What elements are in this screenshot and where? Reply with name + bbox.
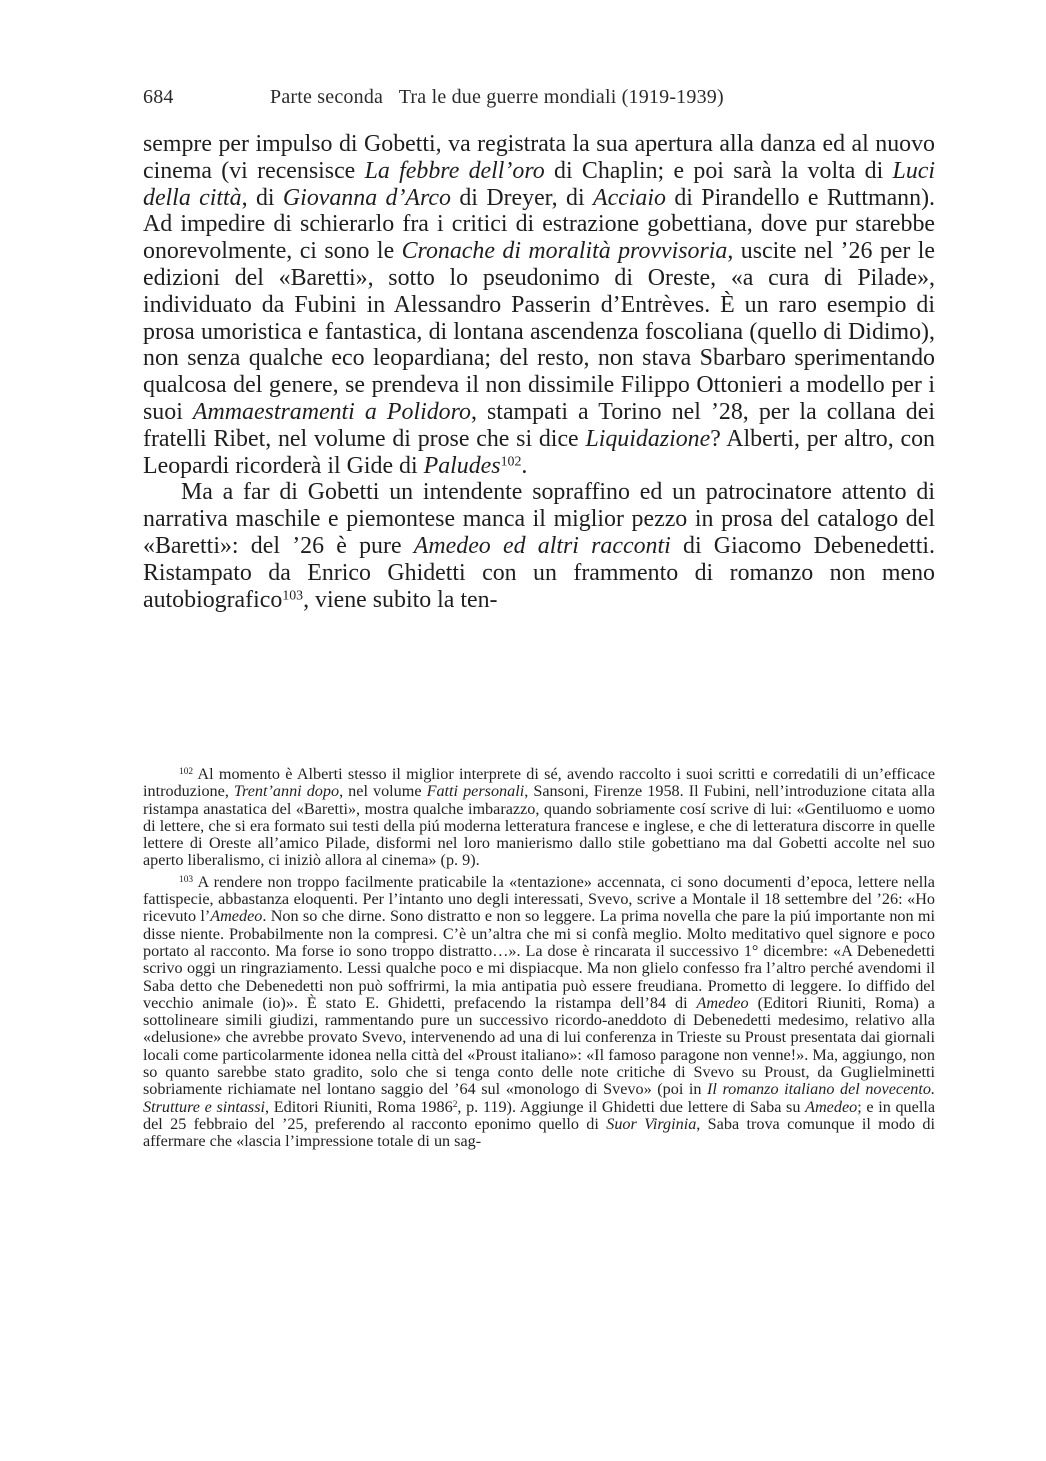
footnote-number: 102 <box>179 766 194 777</box>
paragraph-2: Ma a far di Gobetti un intendente sopraffino ed un patrocinatore attento di narrativa maschile e piemontese manca il miglior pezzo in prosa del catalogo del «Baretti»: del ’26 è pure Amedeo ed altri racconti di Giacomo Debenedetti. Ristampato da Enrico Ghidetti con un frammento di romanzo non meno autobiografico$^{103}$, viene subito la ten- <box>143 479 936 613</box>
page-number: 684 <box>143 86 174 108</box>
section-label: Parte seconda <box>270 86 384 108</box>
footnote-102: $^{102}$ Al momento è Alberti stesso il miglior interprete di sé, avendo raccolto i suoi scritti e corredatili di un’efficace introduzione, Trent’anni dopo, nel volume Fatti personali, Sansoni, Firenze 1958. Il Fubini, nell’introduzione citata alla ristampa anastatica del «Baretti», mostra qualche imbarazzo, quando sobriamente cosí scrive di lui: «Gentiluomo e uomo di lettere, che si era formato sui testi della piú moderna letteratura francese e inglese, e che di letteratura discorre in quelle lettere di Oreste all’amico Pilade, disformi nel loro manierismo dallo stile gobettiano ma dal Gobetti accolte nel suo aperto liberalismo, ci iniziò allora al cinema» (p. 9). <box>143 765 935 870</box>
main-text <box>143 131 935 613</box>
footnotes <box>143 766 935 1155</box>
paragraph-1: sempre per impulso di Gobetti, va registrata la sua apertura alla danza ed al nuovo cinema (vi recensisce La febbre dell’oro di Chaplin; e poi sarà la volta di Luci della città, di Giovanna d’Arco di Dreyer, di Acciaio di Pirandello e Ruttmann). Ad impedire di schierarlo fra i critici di estrazione gobettiana, dove pur starebbe onorevolmente, ci sono le Cronache di moralità provvisoria, uscite nel ’26 per le edizioni del «Baretti», sotto lo pseudonimo di Oreste, «a cura di Pilade», individuato da Fubini in Alessandro Passerin d’Entrèves. È un raro esempio di prosa umoristica e fantastica, di lontana ascendenza foscoliana (quello di Didimo), non senza qualche eco leopardiana; del resto, non stava Sbarbaro sperimentando qualcosa del genere, se prendeva il non dissimile Filippo Ottonieri a modello per i suoi Ammaestramenti a Polidoro, stampati a Torino nel ’28, per la collana dei fratelli Ribet, nel volume di prose che si dice Liquidazione? Alberti, per altro, con Leopardi ricorderà il Gide di Paludes$^{102}$. <box>143 131 936 479</box>
footnote-ref-102: 102 <box>500 452 522 468</box>
footnote-number: 103 <box>179 874 194 885</box>
running-title <box>270 86 724 109</box>
footnote-103: $^{103}$ A rendere non troppo facilmente praticabile la «tentazione» accennata, ci sono documenti d’epoca, lettere nella fattispecie, abbastanza eloquenti. Per l’intanto uno degli interessati, Svevo, scrive a Montale il 18 settembre del ’26: «Ho ricevuto l’Amedeo. Non so che dirne. Sono distratto e non so leggere. La prima novella che pare la piú importante non mi disse niente. Probabilmente non la compresi. C’è un’altra che mi si confà meglio. Molto meditativo quel signore e poco portato al racconto. Ma forse io sono troppo distratto…». La dose è rincarata il successivo 1° dicembre: «A Debenedetti scrivo oggi un ringraziamento. Lessi qualche poco e mi dispiacque. Ma non glielo confesso fra l’altro perché avendomi il Saba detto che Debenedetti non può soffrirmi, la mia antipatia può essere freudiana. Prometto di leggere. Io diffido del vecchio animale (io)». È stato E. Ghidetti, prefacendo la ristampa dell’84 di Amedeo (Editori Riuniti, Roma) a sottolineare simili giudizi, rammentando pure un successivo ricordo-aneddoto di Debenedetti medesimo, relativo alla «delusione» che avrebbe provato Svevo, intervenendo ad una di lui conferenza in Trieste su Proust presentata dai giornali locali come particolarmente idonea nella città del «Proust italiano»: «Il famoso paragone non venne!». Ma, aggiungo, non so quanto sarebbe stato gradito, solo che si tenga conto delle note critiche di Svevo su Proust, da Guglielminetti sobriamente richiamate nel lontano saggio del ’64 sul «monologo di Svevo» (poi in Il romanzo italiano del novecento. Strutture e sintassi, Editori Riuniti, Roma 1986$^2$, p. 119). Aggiunge il Ghidetti due lettere di Saba su Amedeo; e in quella del 25 febbraio del ’25, preferendo al racconto eponimo quello di Suor Virginia, Saba trova comunque il modo di affermare che «lascia l’impressione totale di un sag- <box>143 872 936 1151</box>
chapter-title: Tra le due guerre mondiali (1919-1939) <box>398 86 724 108</box>
footnote-ref-103: 103 <box>282 586 304 602</box>
